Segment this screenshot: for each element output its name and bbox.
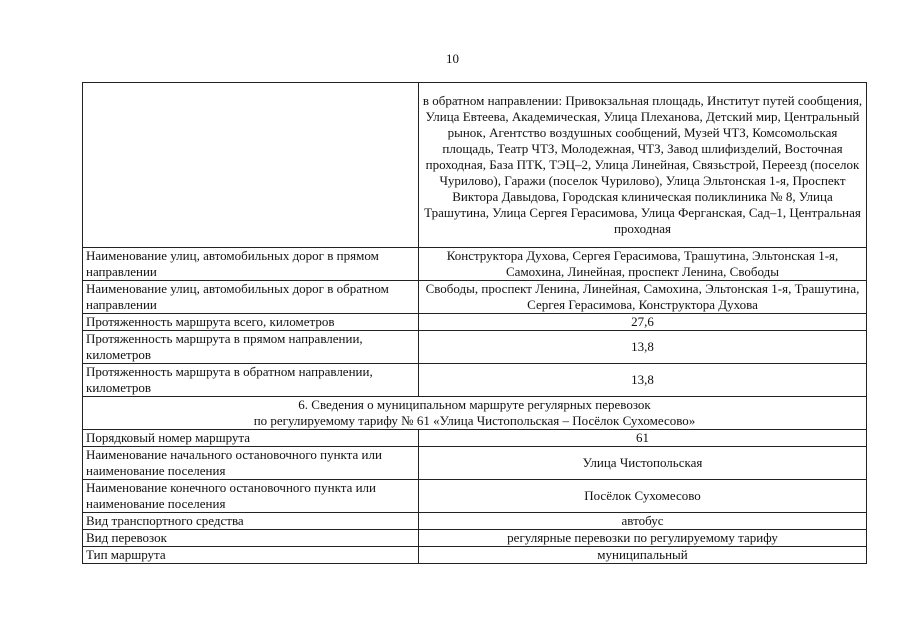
streets-reverse-value: Свободы, проспект Ленина, Линейная, Самохина, Эльтонская 1-я, Трашутина, Сергея Герасимова, Конструктора Духова	[419, 281, 867, 314]
table-row	[83, 83, 867, 248]
streets-forward-value: Конструктора Духова, Сергея Герасимова, Трашутина, Эльтонская 1-я, Самохина, Линейная, проспект Ленина, Свободы	[419, 248, 867, 281]
start-stop-value: Улица Чистопольская	[419, 447, 867, 480]
table-row	[83, 480, 867, 513]
page-number: 10	[446, 51, 459, 66]
transport-type-label: Вид перевозок	[83, 530, 419, 547]
length-forward-value: 13,8	[419, 331, 867, 364]
end-stop-value: Посёлок Сухомесово	[419, 480, 867, 513]
route-type-label: Тип маршрута	[83, 547, 419, 564]
table-row	[83, 513, 867, 530]
table-row	[83, 314, 867, 331]
transport-type-value: регулярные перевозки по регулируемому тарифу	[419, 530, 867, 547]
vehicle-type-value: автобус	[419, 513, 867, 530]
table-row	[83, 364, 867, 397]
streets-forward-label: Наименование улиц, автомобильных дорог в прямом направлении	[83, 248, 419, 281]
streets-reverse-label: Наименование улиц, автомобильных дорог в обратном направлении	[83, 281, 419, 314]
empty-cell	[83, 83, 419, 248]
length-forward-label: Протяженность маршрута в прямом направлении, километров	[83, 331, 419, 364]
section-6-header-line2: по регулируемому тарифу № 61 «Улица Чистопольская – Посёлок Сухомесово»	[253, 413, 696, 428]
end-stop-label: Наименование конечного остановочного пункта или наименование поселения	[83, 480, 419, 513]
table-row	[83, 248, 867, 281]
table-row	[83, 430, 867, 447]
table-row	[83, 547, 867, 564]
route-number-label: Порядковый номер маршрута	[83, 430, 419, 447]
table-row	[83, 331, 867, 364]
table-row	[83, 530, 867, 547]
table-row	[83, 281, 867, 314]
table-row	[83, 447, 867, 480]
length-reverse-value: 13,8	[419, 364, 867, 397]
start-stop-label: Наименование начального остановочного пункта или наименование поселения	[83, 447, 419, 480]
length-total-value: 27,6	[419, 314, 867, 331]
section-6-header	[83, 397, 867, 430]
length-reverse-label: Протяженность маршрута в обратном направлении, километров	[83, 364, 419, 397]
reverse-stops-value: в обратном направлении: Привокзальная площадь, Институт путей сообщения, Улица Евтеева, Академическая, Улица Плеханова, Детский мир, Центральный рынок, Агентство воздушных сообщений, Музей ЧТЗ, Комсомольская площадь, Театр ЧТЗ, Молодежная, ЧТЗ, Завод шлифизделий, Восточная проходная, База ПТК, ТЭЦ–2, Улица Линейная, Связьстрой, Переезд (поселок Чурилово), Гаражи (поселок Чурилово), Улица Эльтонская 1-я, Проспект Виктора Давыдова, Городская клиническая поликлиника № 8, Улица Трашутина, Улица Сергея Герасимова, Улица Ферганская, Сад–1, Центральная проходная	[419, 83, 867, 248]
section-header-row	[83, 397, 867, 430]
section-6-header-line1: 6. Сведения о муниципальном маршруте регулярных перевозок	[298, 397, 651, 412]
route-type-value: муниципальный	[419, 547, 867, 564]
route-number-value: 61	[419, 430, 867, 447]
route-info-table	[82, 82, 867, 564]
vehicle-type-label: Вид транспортного средства	[83, 513, 419, 530]
length-total-label: Протяженность маршрута всего, километров	[83, 314, 419, 331]
